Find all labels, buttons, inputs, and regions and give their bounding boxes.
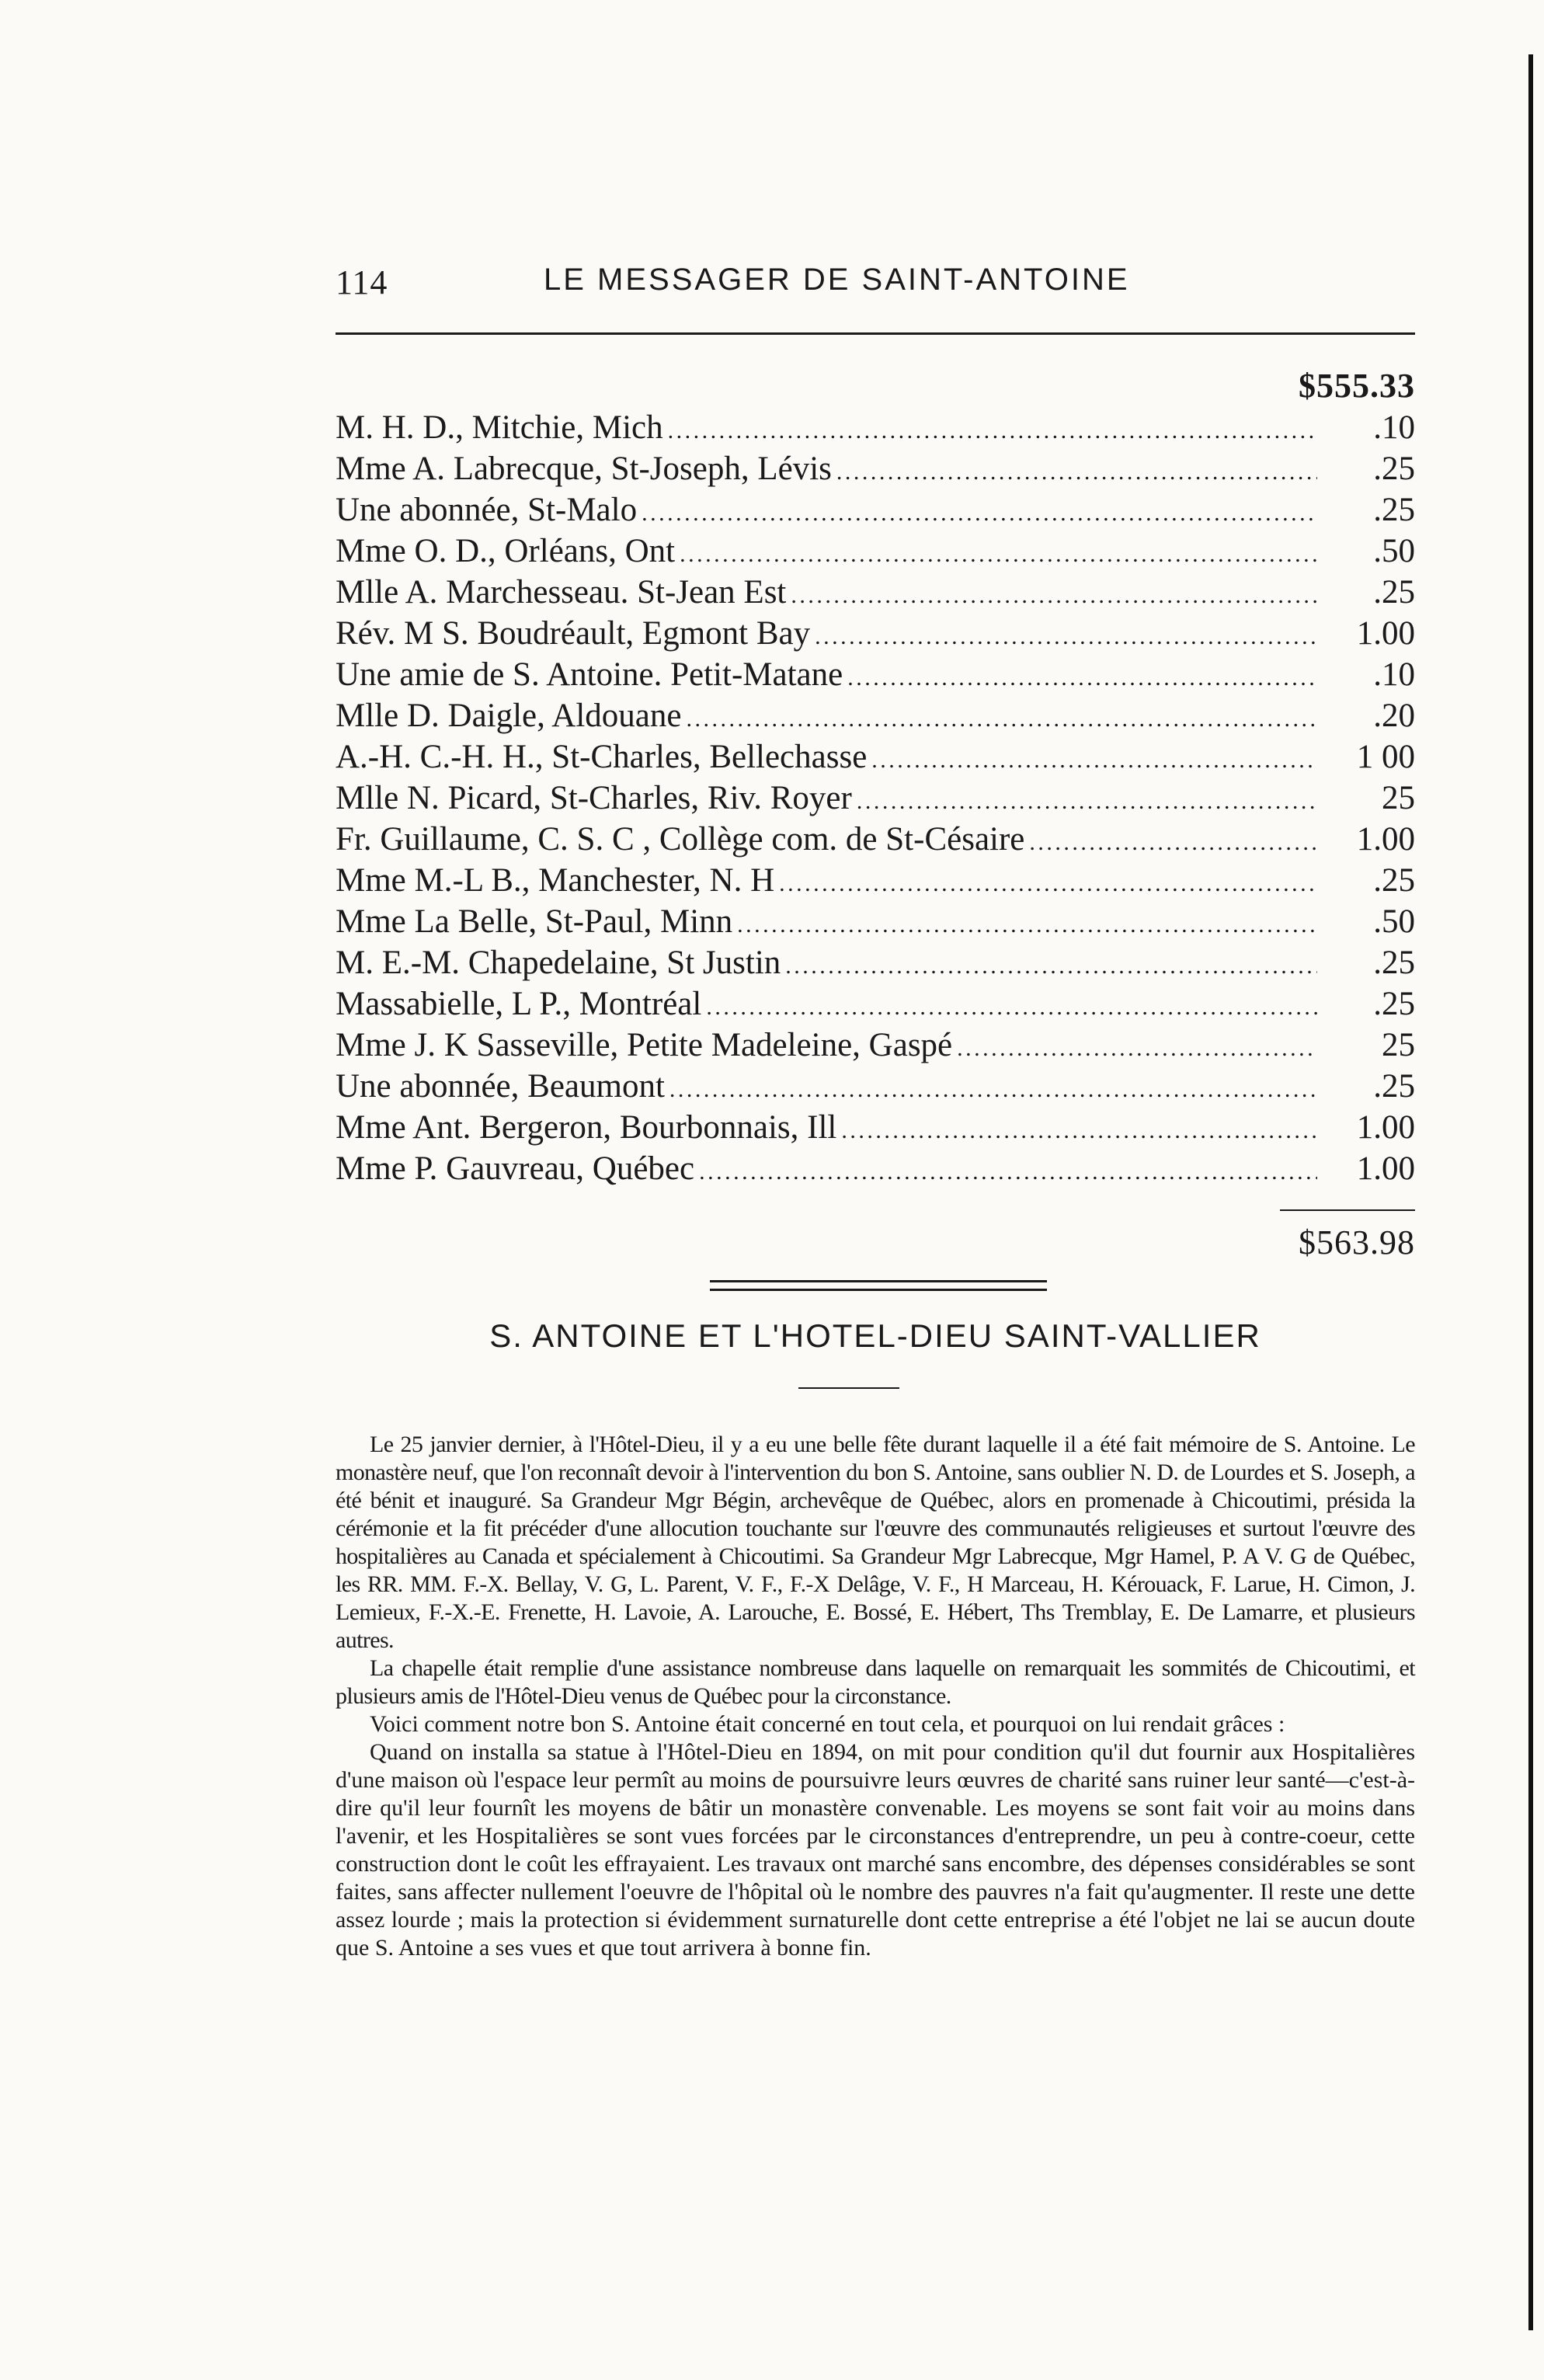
dot-leader (737, 901, 1317, 945)
donor-name: M. E.-M. Chapedelaine, St Justin (336, 945, 781, 981)
dot-leader (791, 572, 1317, 616)
donation-amount: .10 (1373, 409, 1415, 446)
donor-name: Mme Ant. Bergeron, Bourbonnais, Ill (336, 1109, 837, 1146)
donation-amount: 25 (1382, 780, 1415, 816)
donation-amount: .25 (1373, 492, 1415, 528)
subscription-total: $563.98 (1299, 1223, 1415, 1261)
subscription-entry (336, 942, 1415, 983)
donation-amount: 1 00 (1356, 739, 1415, 775)
donor-name: Rév. M S. Boudréault, Egmont Bay (336, 615, 811, 652)
donation-amount: .25 (1373, 945, 1415, 981)
donor-name: Mme P. Gauvreau, Québec (336, 1150, 695, 1187)
dot-leader (680, 531, 1317, 575)
dot-leader (847, 654, 1317, 698)
article-body (336, 1431, 1415, 1962)
dot-leader (857, 778, 1317, 822)
subscription-entry (336, 654, 1415, 695)
page-number: 114 (336, 263, 388, 301)
donation-amount: .25 (1373, 574, 1415, 611)
donor-name: A.-H. C.-H. H., St-Charles, Bellechasse (336, 739, 868, 775)
subscription-entry (336, 736, 1415, 778)
section-divider (710, 1280, 1047, 1291)
dot-leader (957, 1025, 1317, 1069)
donor-name: M. H. D., Mitchie, Mich (336, 409, 663, 446)
dot-leader (815, 613, 1317, 657)
donation-amount: .25 (1373, 862, 1415, 899)
donor-name: Mlle A. Marchesseau. St-Jean Est (336, 574, 787, 611)
donor-name: Mme J. K Sasseville, Petite Madeleine, Gaspé (336, 1027, 953, 1063)
donor-name: Mme La Belle, St-Paul, Minn (336, 903, 733, 940)
amount-carried-forward: $555.33 (1299, 367, 1415, 405)
page-header (336, 263, 1415, 309)
donation-amount: .50 (1373, 533, 1415, 569)
subscription-list (336, 365, 1415, 1265)
subscription-entry (336, 860, 1415, 901)
subscription-entry (336, 983, 1415, 1025)
subscription-entry (336, 448, 1415, 489)
donation-amount: .25 (1373, 1068, 1415, 1105)
subscription-entry (336, 407, 1415, 448)
donor-name: Mlle N. Picard, St-Charles, Riv. Royer (336, 780, 852, 816)
donation-amount: 1.00 (1356, 821, 1415, 858)
running-title: LE MESSAGER DE SAINT-ANTOINE (544, 263, 1130, 297)
donation-amount: .20 (1373, 698, 1415, 734)
subscription-entry (336, 572, 1415, 613)
donor-name: Mme O. D., Orléans, Ont (336, 533, 676, 569)
dot-leader (669, 1066, 1317, 1110)
donor-name: Mme A. Labrecque, St-Joseph, Lévis (336, 451, 832, 487)
donor-name: Fr. Guillaume, C. S. C , Collège com. de St-Césaire (336, 821, 1025, 858)
total-rule (1280, 1209, 1415, 1211)
dot-leader (779, 860, 1317, 904)
donor-name: Une abonnée, St-Malo (336, 492, 638, 528)
subscription-entry (336, 1107, 1415, 1148)
donor-name: Mlle D. Daigle, Aldouane (336, 698, 682, 734)
dot-leader (706, 983, 1317, 1028)
donor-name: Massabielle, L P., Montréal (336, 986, 702, 1022)
dot-leader (642, 489, 1317, 534)
article-paragraph: Le 25 janvier dernier, à l'Hôtel-Dieu, il y a eu une belle fête durant laquelle il a été fait mémoire de S. Antoine. Le monastère neuf, que l'on reconnaît devoir à l'intervention du bon S. Antoine, sans oublier N. D. de Lourdes et S. Joseph, a été bénit et inauguré. Sa Grandeur Mgr Bégin, archevêque de Québec, alors en promenade à Chicoutimi, présida la cérémonie et la fit précéder d'une allocution touchante sur l'œuvre des communautés religieuses et surtout l'œuvre des hospitalières au Canada et spécialement à Chicoutimi. Sa Grandeur Mgr Labrecque, Mgr Hamel, P. A V. G de Québec, les RR. MM. F.-X. Bellay, V. G, L. Parent, V. F., F.-X Delâge, V. F., H Marceau, H. Kérouack, F. Larue, H. Cimon, J. Lemieux, F.-X.-E. Frenette, H. Lavoie, A. Larouche, E. Bossé, E. Hébert, Ths Tremblay, E. De Lamarre, et plusieurs autres. (336, 1432, 1415, 1653)
page-edge-shadow (1528, 54, 1533, 2330)
donation-amount: 25 (1382, 1027, 1415, 1063)
donation-amount: .50 (1373, 903, 1415, 940)
dot-leader (836, 448, 1317, 492)
subscription-entry (336, 901, 1415, 942)
donation-amount: 1.00 (1356, 1150, 1415, 1187)
subscription-entry (336, 1025, 1415, 1066)
dot-leader (1029, 819, 1317, 863)
donation-amount: .10 (1373, 656, 1415, 693)
article-paragraph: La chapelle était remplie d'une assistance nombreuse dans laquelle on remarquait les sommités de Chicoutimi, et plusieurs amis de l'Hôtel-Dieu venus de Québec pour la circonstance. (336, 1655, 1415, 1709)
header-rule (336, 332, 1415, 335)
subscription-entry (336, 1148, 1415, 1189)
subscription-entry (336, 819, 1415, 860)
article-heading: S. ANTOINE ET L'HOTEL-DIEU SAINT-VALLIER (489, 1317, 1261, 1354)
subscription-entry (336, 695, 1415, 736)
subscription-entry (336, 778, 1415, 819)
donation-amount: .25 (1373, 451, 1415, 487)
subscription-entry (336, 613, 1415, 654)
dot-leader (699, 1148, 1317, 1192)
donor-name: Une amie de S. Antoine. Petit-Matane (336, 656, 843, 693)
dot-leader (871, 736, 1317, 781)
donor-name: Mme M.-L B., Manchester, N. H (336, 862, 775, 899)
dot-leader (785, 942, 1317, 986)
article-paragraph: Quand on installa sa statue à l'Hôtel-Dieu en 1894, on mit pour condition qu'il dut fournir aux Hospitalières d'une maison où l'espace leur permît au moins de poursuivre leurs œuvres de charité sans ruiner leur santé—c'est-à-dire qu'il leur fournît les moyens de bâtir un monastère convenable. Les moyens se sont fait voir au moins dans l'avenir, et les Hospitalières se sont vues forcées par le circonstances d'entreprendre, un peu à contre-coeur, cette construction dont le coût les effrayaient. Les travaux ont marché sans encombre, des dépenses considérables se sont faites, sans affecter nullement l'oeuvre de l'hôpital où le nombre des pauvres n'a fait qu'augmenter. Il reste une dette assez lourde ; mais la protection si évidemment surnaturelle dont cette entreprise a été l'objet ne lai se aucun doute que S. Antoine a ses vues et que tout arrivera à bonne fin. (336, 1739, 1415, 1961)
donation-amount: 1.00 (1356, 615, 1415, 652)
subscription-entries (336, 407, 1415, 1189)
donation-amount: 1.00 (1356, 1109, 1415, 1146)
dot-leader (668, 407, 1317, 451)
subscription-entry (336, 1066, 1415, 1107)
dot-leader (841, 1107, 1317, 1151)
article-paragraph: Voici comment notre bon S. Antoine était concerné en tout cela, et pourquoi on lui rendait grâces : (370, 1711, 1285, 1737)
subscription-entry (336, 531, 1415, 572)
dot-leader (686, 695, 1317, 739)
donation-amount: .25 (1373, 986, 1415, 1022)
subscription-entry (336, 489, 1415, 531)
donor-name: Une abonnée, Beaumont (336, 1068, 665, 1105)
heading-rule (798, 1387, 899, 1389)
